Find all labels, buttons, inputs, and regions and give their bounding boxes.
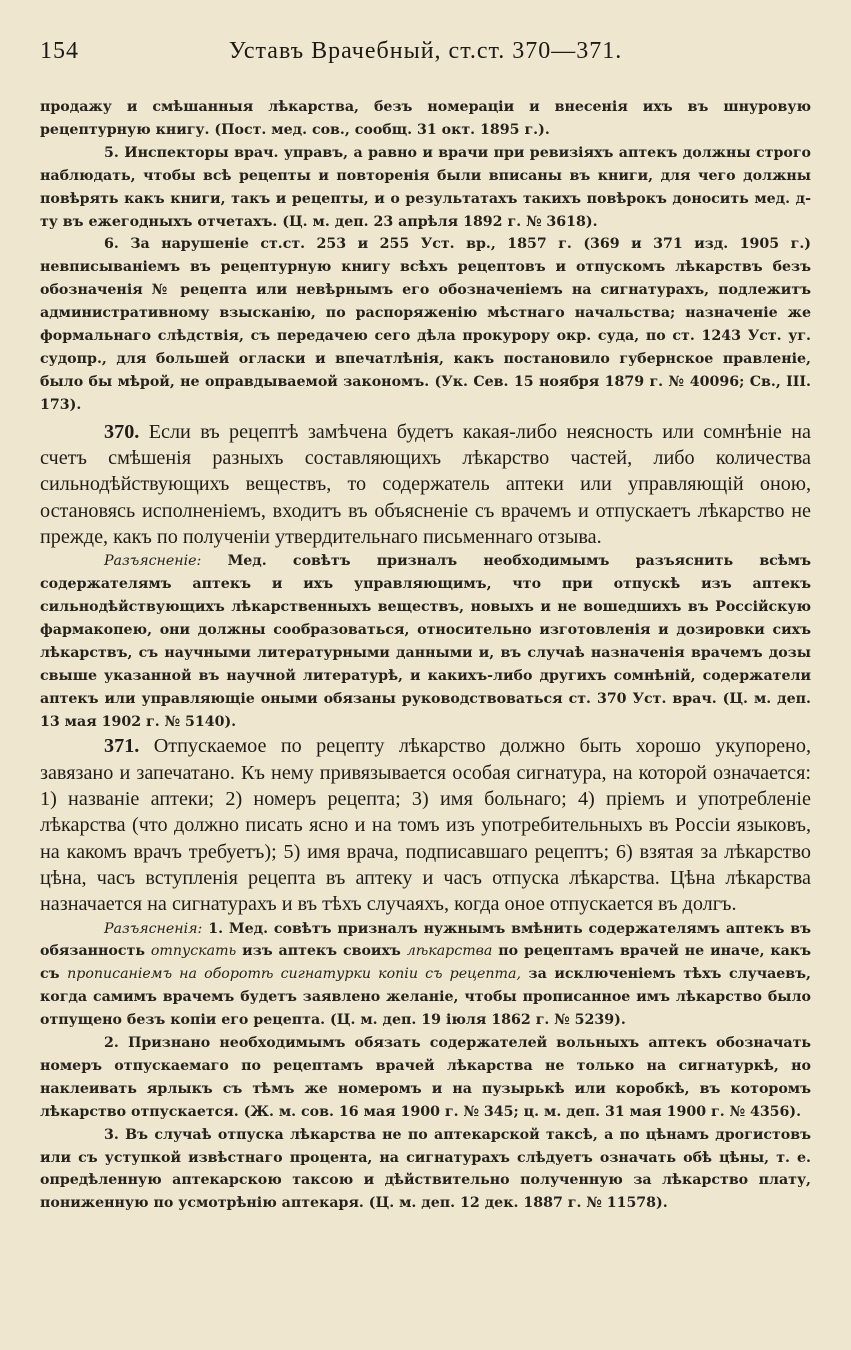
explanation-371-1-b: изъ аптекъ своихъ (236, 943, 407, 960)
article-371-text: Отпускаемое по рецепту лѣкарство должно быть хорошо укупорено, завязано и запечатано. Къ нему привязывается особая сигнатура, на которой означается: 1) названіе аптеки; 2) номеръ рецепта; 3) имя больнаго; 4) пріемъ и употребленіе лѣкарства (что должно писать ясно и на томъ изъ употребительныхъ въ Россіи языковъ, на какомъ врачъ требуетъ); 5) имя врача, подписавшаго рецептъ; 6) взятая за лѣкарство цѣна, часъ вступленія рецепта въ аптеку и часъ отпуска лѣкарства. Цѣна лѣкарства назначается на сигнатурахъ и въ тѣхъ случаяхъ, когда оное отпускается въ долгъ. (40, 735, 811, 916)
explanation-371-label: Разъясненія: (104, 920, 203, 937)
explanation-371-2: 2. Признано необходимымъ обязать содержателей вольныхъ аптекъ обозначать номеръ отпускаемаго по рецептамъ врачей лѣкарства не только на сигнатуркѣ, но наклеивать ярлыкъ съ тѣмъ же номеромъ и на пузырькѣ или коробкѣ, въ которомъ лѣкарство отпускается. (Ж. м. сов. 16 мая 1900 г. № 345; ц. м. деп. 31 мая 1900 г. № 4356). (40, 1035, 811, 1120)
explanation-370-text: Мед. совѣтъ призналъ необходимымъ разъяснить всѣмъ содержателямъ аптекъ и ихъ управляющимъ, что при отпускѣ изъ аптекъ сильнодѣйствующихъ лѣкарственныхъ веществъ, новыхъ и не вошедшихъ въ Россійскую фармакопею, они должны сообразоваться, относительно изготовленія и дозировки сихъ лѣкарствъ, съ научными литературными данными и, въ случаѣ назначенія врачемъ дозы свыше указанной въ научной литературѣ, и какихъ-либо другихъ сомнѣній, содержатели аптекъ или управляющіе оными обязаны руководствоваться ст. 370 Уст. врач. (Ц. м. деп. 13 мая 1902 г. № 5140). (40, 553, 811, 730)
explanation-370 (40, 550, 811, 733)
note-6: 6. За нарушеніе ст.ст. 253 и 255 Уст. вр., 1857 г. (369 и 371 изд. 1905 г.) невписываніемъ въ рецептурную книгу всѣхъ рецептовъ и отпускомъ лѣкарствъ безъ обозначенія № рецепта или невѣрнымъ его обозначеніемъ на сигнатурахъ, подлежитъ административному взысканію, по распоряженію мѣстнаго начальства; назначеніе же формальнаго слѣдствія, съ передачею сего дѣла прокурору окр. суда, по ст. 1243 Уст. уг. судопр., для большей огласки и впечатлѣнія, какъ постановило губернское правленіе, было бы мѣрой, не оправдываемой закономъ. (Ук. Сев. 15 ноября 1879 г. № 40096; Св., III. 173). (40, 236, 811, 413)
explanation-371-1-c: по рецептамъ врачей не иначе, какъ съ (40, 943, 811, 983)
explanation-371-1-a: 1. Мед. совѣтъ призналъ нужнымъ вмѣнить содержателямъ аптекъ въ обязанность (40, 920, 811, 960)
page-body (40, 96, 811, 1215)
note-5: 5. Инспекторы врач. управъ, а равно и врачи при ревизіяхъ аптекъ должны строго наблюдать, чтобы всѣ рецепты и повторенія были вписаны въ книги, для чего должны повѣрять какъ книги, такъ и рецепты, и о результатахъ такихъ повѣрокъ доносить мед. д-ту въ ежегодныхъ отчетахъ. (Ц. м. деп. 23 апрѣля 1892 г. № 3618). (40, 144, 811, 230)
page-number: 154 (40, 38, 79, 64)
paragraph-continuation: продажу и смѣшанныя лѣкарства, безъ номераціи и внесенія ихъ въ шнуровую рецептурную книгу. (Пост. мед. сов., сообщ. 31 окт. 1895 г.). (40, 99, 811, 138)
explanation-371-1-d: за исключеніемъ тѣхъ случаевъ, когда самимъ врачемъ будетъ заявлено желаніе, чтобы прописанное имъ лѣкарство было отпущено безъ копіи его рецепта. (Ц. м. деп. 19 іюля 1862 г. № 5239). (40, 966, 811, 1029)
article-370 (40, 419, 811, 550)
explanation-370-label: Разъясненіе: (104, 553, 202, 570)
article-370-text: Если въ рецептѣ замѣчена будетъ какая-либо неясность или сомнѣніе на счетъ смѣшенія разныхъ составляющихъ лѣкарство частей, либо количества сильнодѣйствующихъ веществъ, то содержатель аптеки или управляющій оною, остановясь исполненіемъ, входитъ въ объясненіе съ врачемъ и отпускаетъ лѣкарство не прежде, какъ по полученіи утвердительнаго письменнаго отзыва. (40, 420, 811, 548)
explanation-371-1 (40, 918, 811, 1033)
article-371-number: 371. (104, 735, 140, 758)
explanation-371-3: 3. Въ случаѣ отпуска лѣкарства не по аптекарской таксѣ, а по цѣнамъ дрогистовъ или съ уступкой извѣстнаго процента, на сигнатурахъ слѣдуетъ означать обѣ цѣны, т. е. опредѣленную аптекарскою таксою и дѣйствительно полученную за лѣкарство плату, пониженную по усмотрѣнію аптекаря. (Ц. м. деп. 12 дек. 1887 г. № 11578). (40, 1126, 811, 1212)
explanation-371-1-italic-3: прописаніемъ на оборотѣ сигнатурки копіи съ рецепта, (67, 966, 521, 983)
explanation-371-1-italic-2: лѣкарства (406, 943, 493, 960)
article-371 (40, 733, 811, 917)
explanation-371-1-italic-1: отпускать (150, 943, 237, 960)
article-370-number: 370. (104, 420, 140, 443)
running-title: Уставъ Врачебный, ст.ст. 370—371. (228, 38, 623, 64)
page-header (40, 38, 811, 72)
